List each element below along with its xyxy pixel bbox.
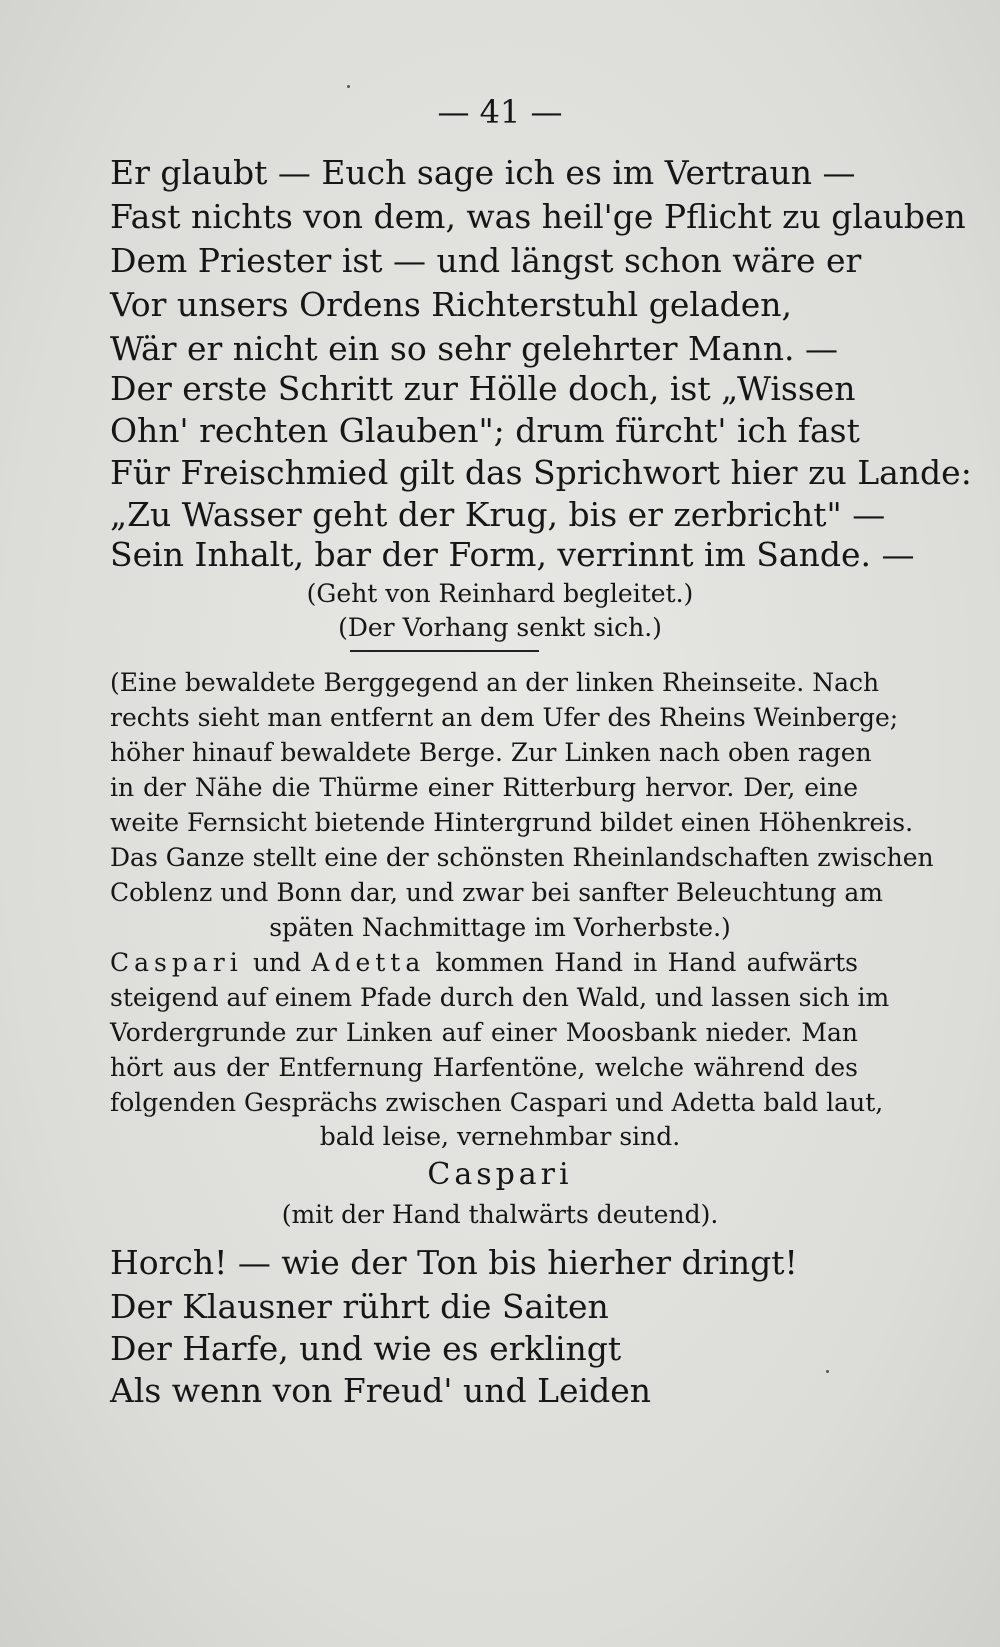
paper-speck: [826, 1370, 829, 1373]
verse-line: Als wenn von Freud' und Leiden: [110, 1371, 652, 1410]
verse-line: Für Freischmied gilt das Sprichwort hier zu Lande:: [110, 453, 972, 492]
action-line-first: [110, 950, 858, 975]
section-divider: [350, 650, 539, 652]
stage-direction-exit: (Geht von Reinhard begleitet.): [306, 579, 694, 608]
verse-line: Ohn' rechten Glauben"; drum fürcht' ich fast: [110, 411, 860, 450]
verse-line: Horch! — wie der Ton bis hierher dringt!: [110, 1243, 798, 1282]
verse-line: Vor unsers Ordens Richterstuhl geladen,: [110, 285, 792, 324]
scene-description-line: Das Ganze stellt eine der schönsten Rheinlandschaften zwischen: [110, 843, 934, 872]
speaker-direction: (mit der Hand thalwärts deutend).: [281, 1200, 719, 1229]
action-text: kommen Hand in Hand aufwärts: [435, 948, 859, 977]
character-name-adetta: Adetta: [311, 948, 426, 977]
character-name-caspari: Caspari: [110, 948, 243, 977]
verse-line: Er glaubt — Euch sage ich es im Vertraun —: [110, 153, 856, 192]
verse-line: Sein Inhalt, bar der Form, verrinnt im Sande. —: [110, 535, 915, 574]
scene-description-line: Coblenz und Bonn dar, und zwar bei sanfter Beleuchtung am: [110, 878, 883, 907]
speaker-name: Caspari: [427, 1157, 573, 1192]
action-line: folgenden Gesprächs zwischen Caspari und Adetta bald laut,: [110, 1088, 884, 1117]
scene-description-line: in der Nähe die Thürme einer Ritterburg hervor. Der, eine: [110, 773, 858, 802]
paper-speck: [347, 85, 350, 88]
verse-line: Der erste Schritt zur Hölle doch, ist „Wissen: [110, 369, 856, 408]
verse-line: Der Harfe, und wie es erklingt: [110, 1329, 622, 1368]
action-line: Vordergrunde zur Linken auf einer Moosbank nieder. Man: [110, 1018, 858, 1047]
action-word: und: [252, 948, 302, 977]
action-line: hört aus der Entfernung Harfentöne, welche während des: [110, 1053, 858, 1082]
verse-line: Dem Priester ist — und längst schon wäre er: [110, 241, 862, 280]
action-line: bald leise, vernehmbar sind.: [319, 1122, 681, 1151]
verse-line: Wär er nicht ein so sehr gelehrter Mann. —: [110, 329, 838, 368]
verse-line: Der Klausner rührt die Saiten: [110, 1287, 609, 1326]
scene-description-line: weite Fernsicht bietende Hintergrund bildet einen Höhenkreis.: [110, 808, 914, 837]
scene-description-line: rechts sieht man entfernt an dem Ufer des Rheins Weinberge;: [110, 703, 899, 732]
scene-description-line: späten Nachmittage im Vorherbste.): [269, 913, 731, 942]
verse-line: Fast nichts von dem, was heil'ge Pflicht zu glauben: [110, 197, 966, 236]
scene-description-line: höher hinauf bewaldete Berge. Zur Linken nach oben ragen: [110, 738, 872, 767]
scene-description-line: (Eine bewaldete Berggegend an der linken Rheinseite. Nach: [110, 668, 880, 697]
page-number: — 41 —: [437, 93, 563, 131]
action-line: steigend auf einem Pfade durch den Wald, und lassen sich im: [110, 983, 890, 1012]
stage-direction-curtain: (Der Vorhang senkt sich.): [338, 613, 662, 642]
verse-line: „Zu Wasser geht der Krug, bis er zerbricht" —: [110, 495, 886, 534]
